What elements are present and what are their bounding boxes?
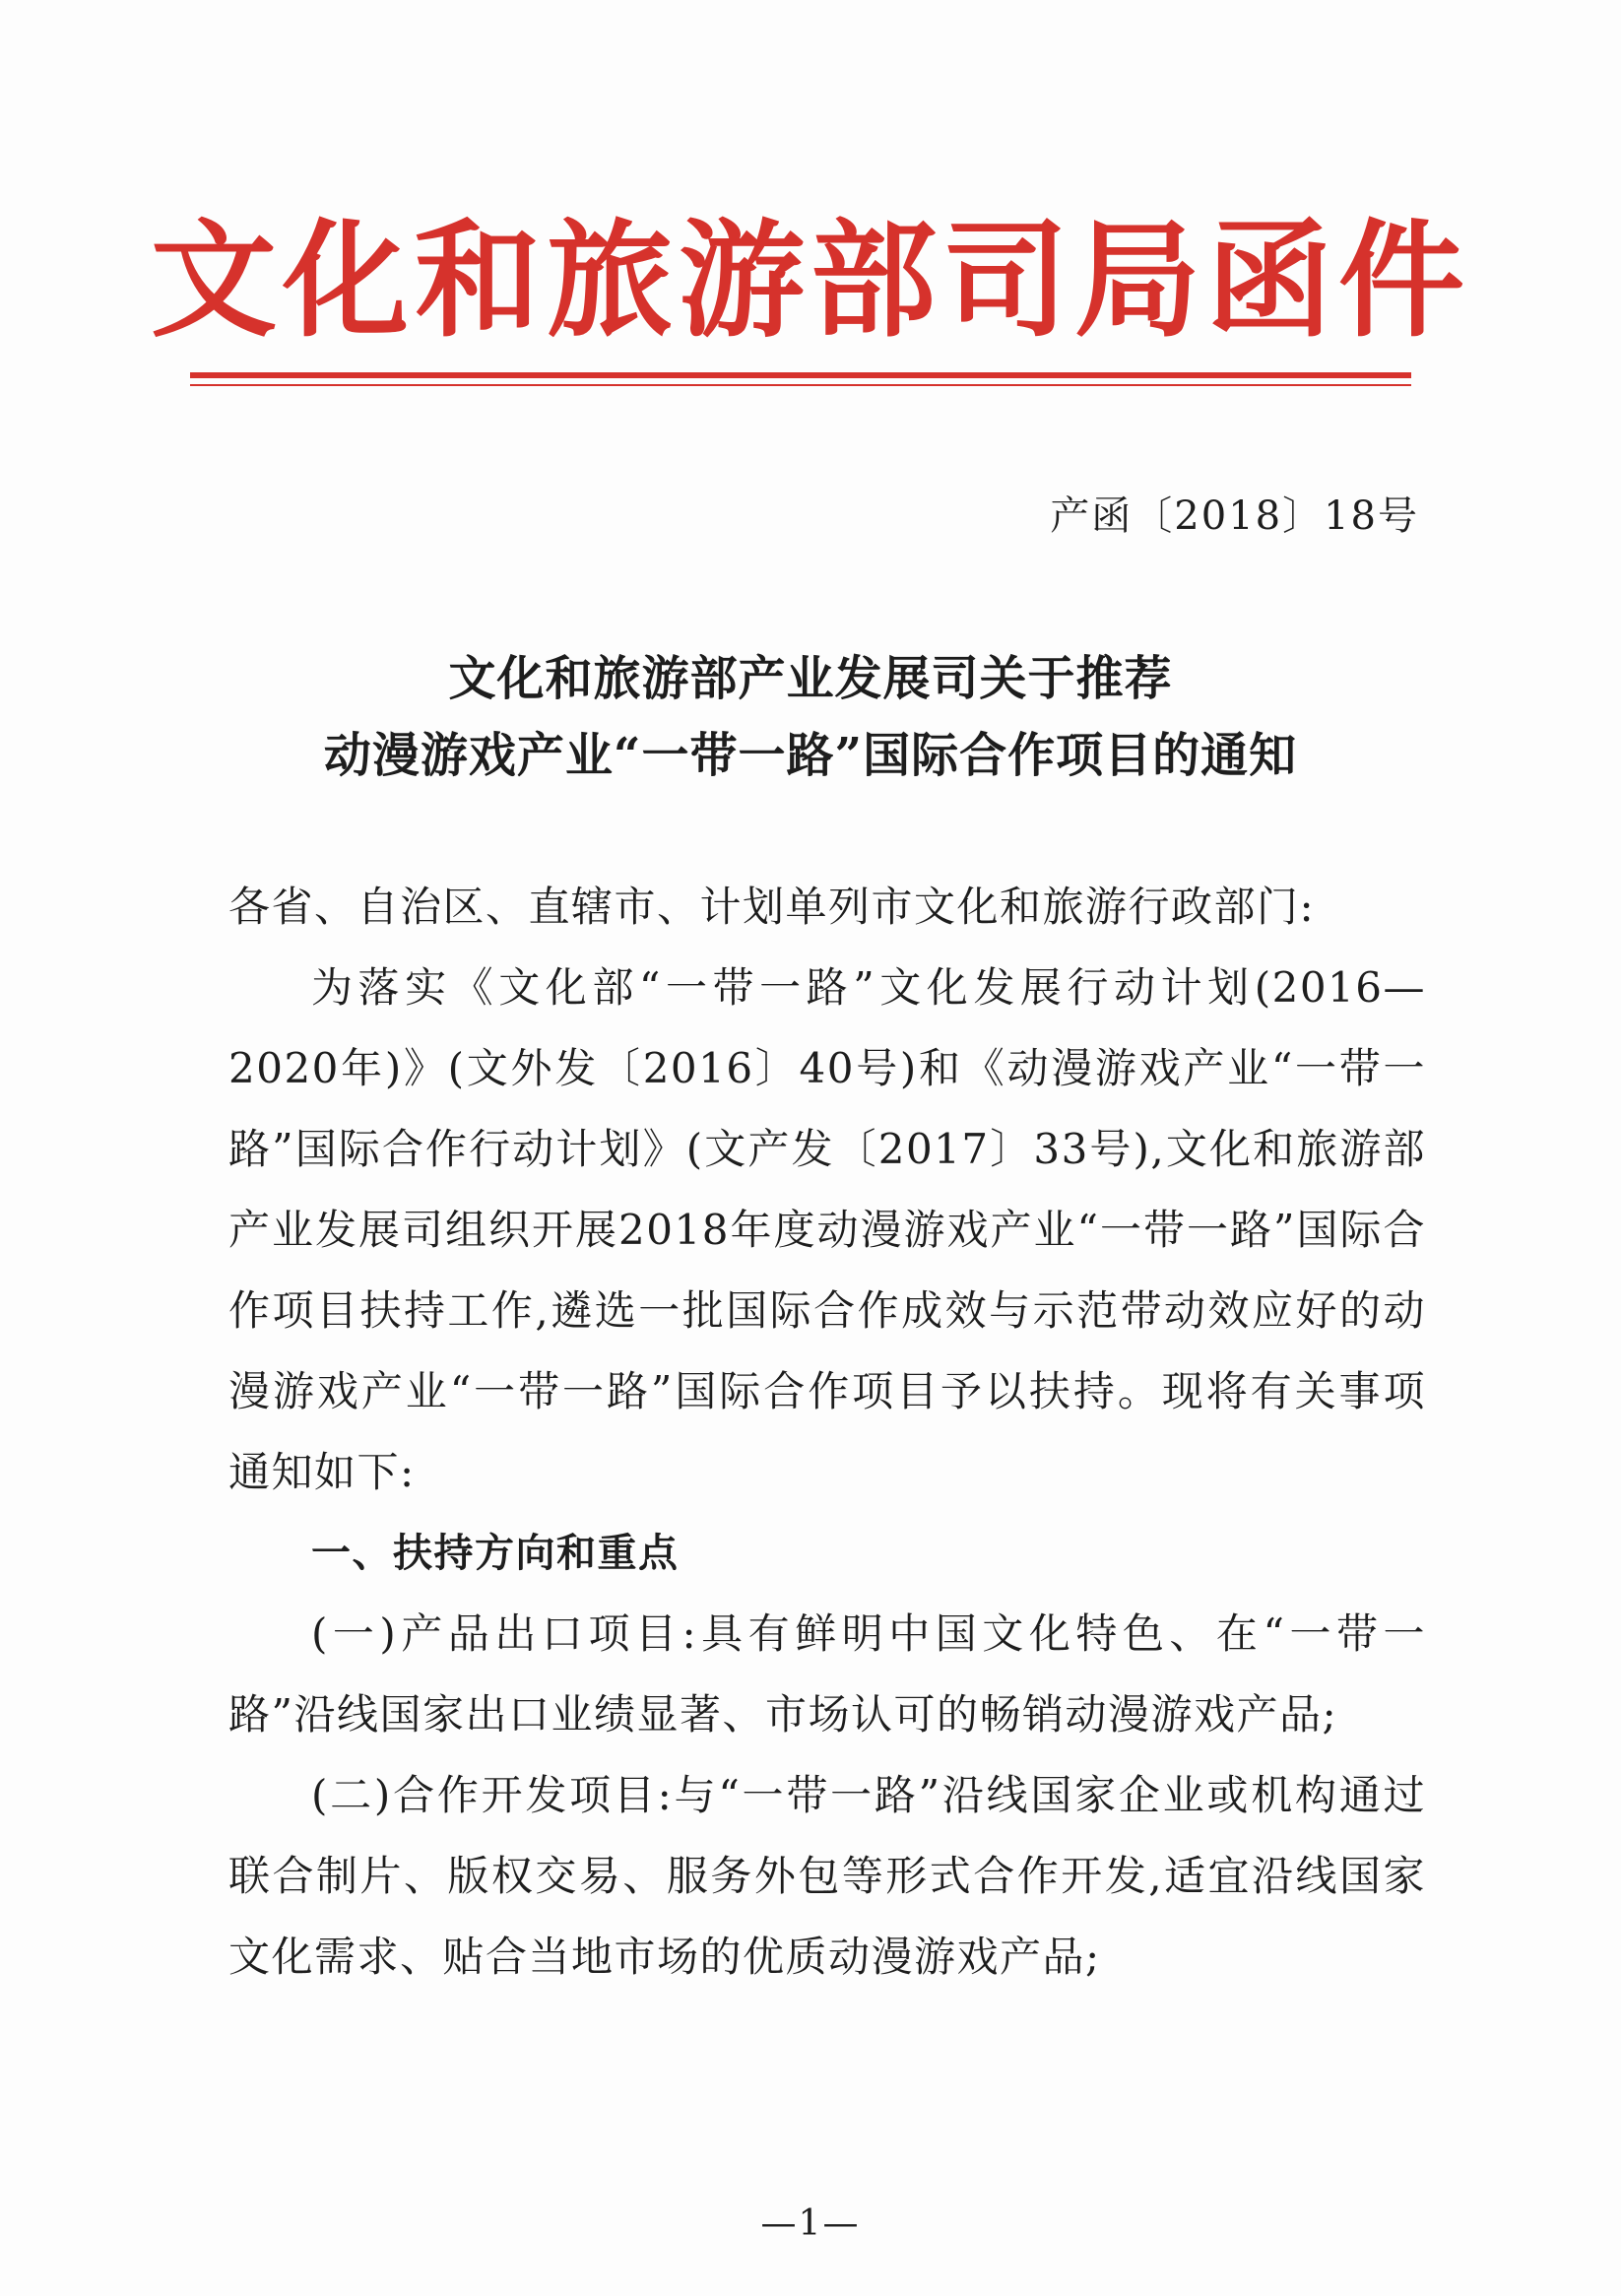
document-title-line: 动漫游戏产业“一带一路”国际合作项目的通知 [323,728,1298,783]
document-title-line: 文化和旅游部产业发展司关于推荐 [448,651,1173,706]
masthead-title: 文化和旅游部司局函件 [150,207,1470,355]
masthead-red-rule-thin [190,384,1411,386]
body-paragraph: 为落实《文化部“一带一路”文化发展行动计划(2016—2020年)》(文外发〔2016〕40号)和《动漫游戏产业“一带一路”国际合作行动计划》(文产发〔2017〕33号),文化和旅游部产业发展司组织开展2018年度动漫游戏产业“一带一路”国际合作项目扶持工作,遴选一批国际合作成效与示范带动效应好的动漫游戏产业“一带一路”国际合作项目予以扶持。现将有关事项通知如下: [228,963,1426,1496]
list-item: (一)产品出口项目:具有鲜明中国文化特色、在“一带一路”沿线国家出口业绩显著、市场认可的畅销动漫游戏产品; [228,1609,1426,1738]
section-heading: 一、扶持方向和重点 [311,1531,680,1576]
document-body [228,867,1426,1998]
document-number: 产函〔2018〕18号 [1050,493,1419,539]
document-title [138,640,1483,794]
salutation: 各省、自治区、直辖市、计划单列市文化和旅游行政部门: [228,883,1316,931]
masthead-red-rule [190,372,1411,378]
list-item: (二)合作开发项目:与“一带一路”沿线国家企业或机构通过联合制片、版权交易、服务外包等形式合作开发,适宜沿线国家文化需求、贴合当地市场的优质动漫游戏产品; [228,1771,1426,1981]
page-number: —1— [760,2203,861,2244]
